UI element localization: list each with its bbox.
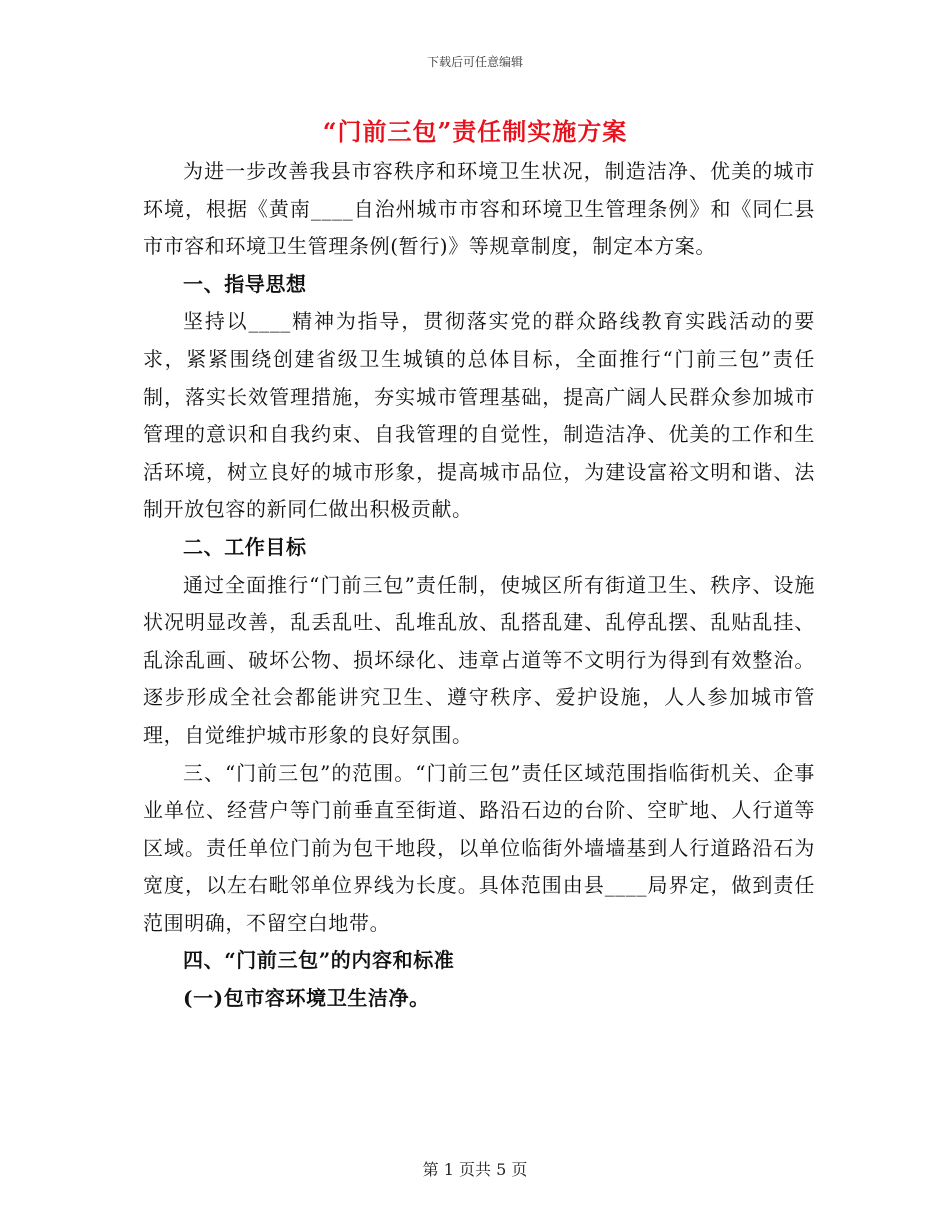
guiding-ideology-paragraph: 坚持以____精神为指导，贯彻落实党的群众路线教育实践活动的要求，紧紧围绕创建省级卫生城镇的总体目标，全面推行“门前三包”责任制，落实长效管理措施，夯实城市管理基础，提高广阔人民群众参加城市管理的意识和自我约束、自我管理的自觉性，制造洁净、优美的工作和生活环境，树立良好的城市形象，提高城市品位，为建设富裕文明和谐、法制开放包容的新同仁做出积极贡献。 (143, 309, 815, 522)
document-body (143, 153, 815, 1018)
work-goals-paragraph: 通过全面推行“门前三包”责任制，使城区所有街道卫生、秩序、设施状况明显改善，乱丢乱吐、乱堆乱放、乱搭乱建、乱停乱摆、乱贴乱挂、乱涂乱画、破坏公物、损坏绿化、违章占道等不文明行为得到有效整治。逐步形成全社会都能讲究卫生、遵守秩序、爱护设施，人人参加城市管理，自觉维护城市形象的良好氛围。 (143, 572, 815, 747)
section-heading-work-goals: 二、工作目标 (183, 534, 307, 559)
intro-paragraph: 为进一步改善我县市容秩序和环境卫生状况，制造洁净、优美的城市环境，根据《黄南____自治州城市市容和环境卫生管理条例》和《同仁县市市容和环境卫生管理条例(暂行)》等规章制度，制定本方案。 (143, 159, 815, 259)
scope-paragraph: 三、“门前三包”的范围。“门前三包”责任区域范围指临街机关、企事业单位、经营户等门前垂直至街道、路沿石边的台阶、空旷地、人行道等区域。责任单位门前为包干地段，以单位临街外墙墙基到人行道路沿石为宽度，以左右毗邻单位界线为长度。具体范围由县____局界定，做到责任范围明确，不留空白地带。 (143, 760, 815, 935)
section-heading-guiding-ideology: 一、指导思想 (183, 271, 307, 296)
header-note: 下载后可任意编辑 (426, 55, 523, 69)
section-heading-content-standards: 四、“门前三包”的内容和标准 (183, 948, 455, 973)
subsection-heading-sanitation: (一)包市容环境卫生洁净。 (183, 986, 430, 1011)
document-title: “门前三包”责任制实施方案 (322, 117, 628, 146)
page-footer: 第 1 页共 5 页 (422, 1160, 528, 1179)
